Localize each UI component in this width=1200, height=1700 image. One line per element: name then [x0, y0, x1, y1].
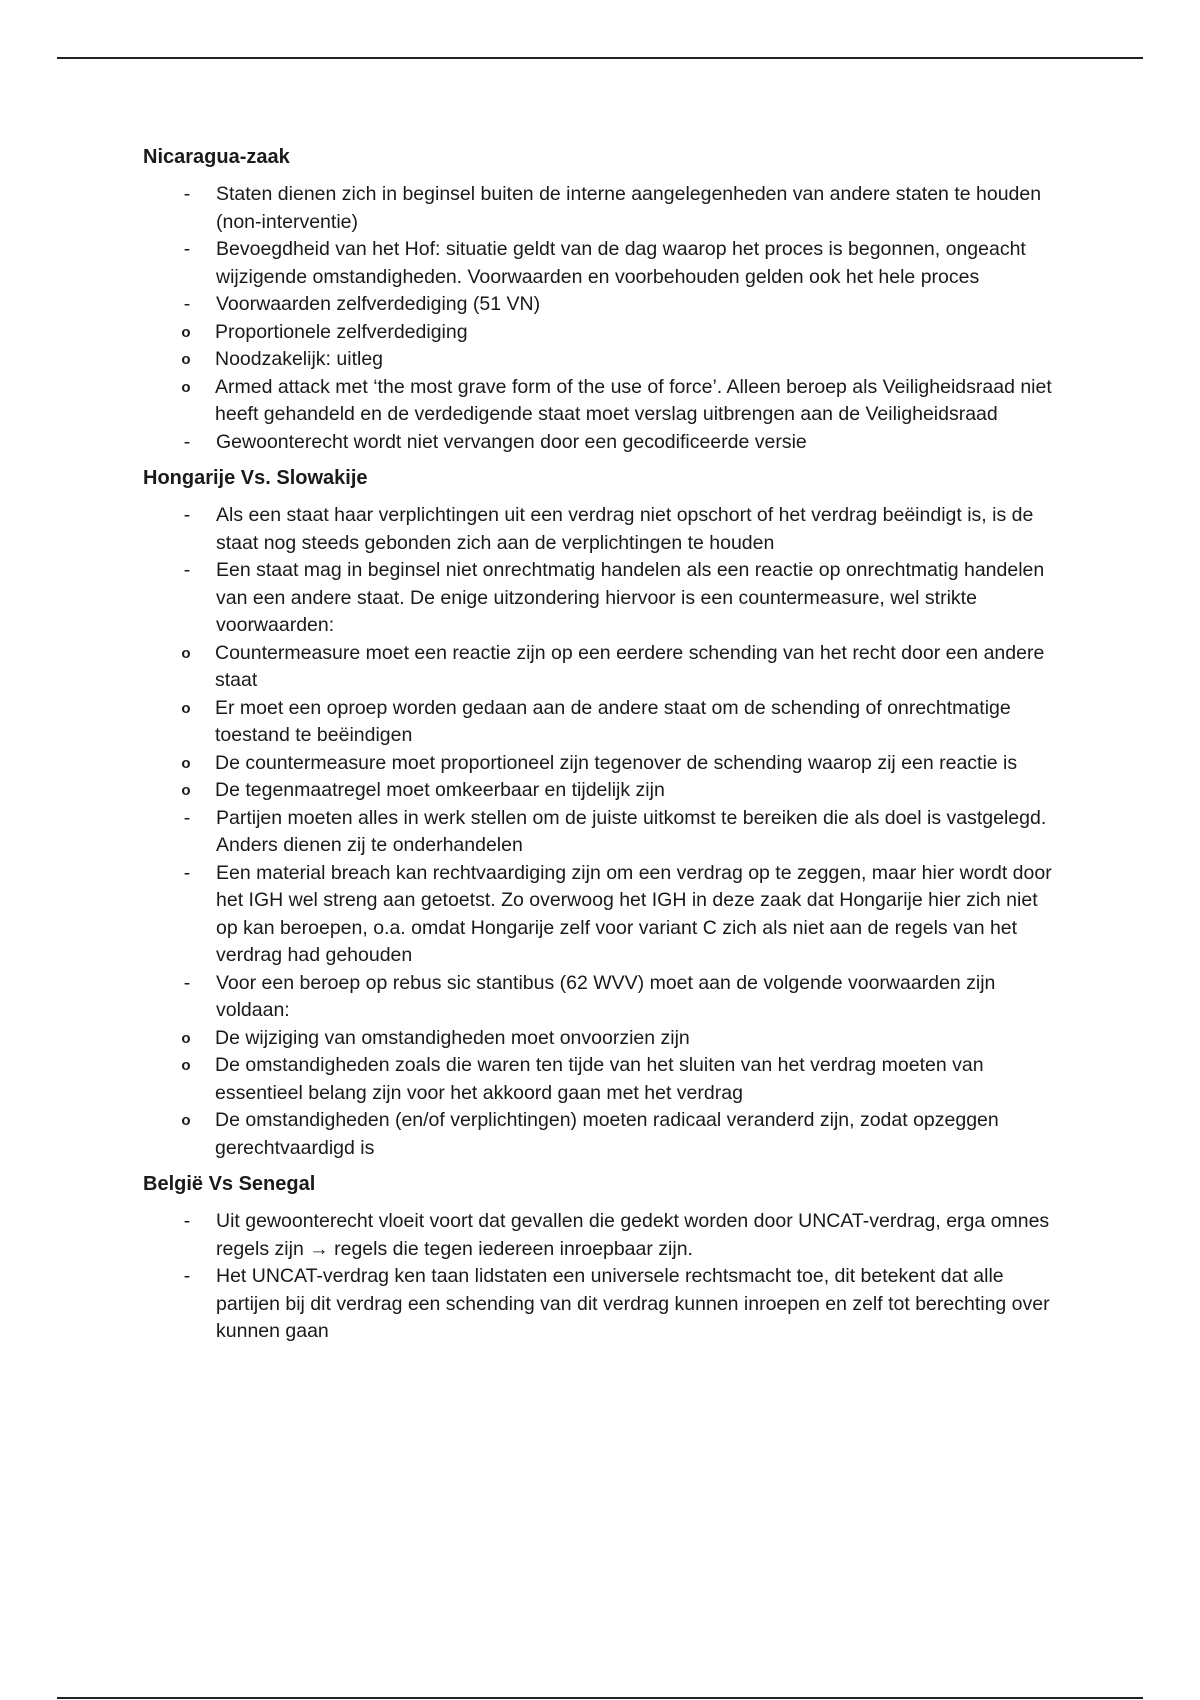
- sub-list-item: [142, 777, 1063, 805]
- dash-bullet-icon: -: [183, 1210, 191, 1232]
- list-item: [143, 805, 1063, 860]
- sub-bullet-list: [143, 1025, 1063, 1163]
- section: [143, 464, 1063, 1162]
- sub-list-item-text: Countermeasure moet een reactie zijn op een eerdere schending van het recht door een andere staat: [215, 641, 1045, 691]
- section-title: Hongarije Vs. Slowakije: [143, 467, 368, 489]
- dash-bullet-icon: -: [183, 183, 191, 205]
- dash-bullet-icon: -: [183, 293, 191, 315]
- circle-bullet-icon: o: [181, 644, 191, 662]
- dash-bullet-icon: -: [183, 430, 191, 453]
- list-item-text: Een staat mag in beginsel niet onrechtmatig handelen als een reactie op onrechtmatig handelen van een andere staat. De enige uitzondering hiervoor is een countermeasure, wel strikte voorwaarden:: [216, 559, 1045, 636]
- circle-bullet-icon: o: [181, 754, 191, 772]
- bottom-rule: [57, 1697, 1143, 1699]
- section-title: Nicaragua-zaak: [143, 146, 290, 168]
- list-item-text: Voorwaarden zelfverdediging (51 VN): [216, 293, 541, 315]
- sub-list-item: [142, 1052, 1063, 1107]
- sub-list-item-text: De tegenmaatregel moet omkeerbaar en tijdelijk zijn: [215, 779, 665, 801]
- sub-list-item: [142, 346, 1063, 374]
- sub-list-item-text: De countermeasure moet proportioneel zijn tegenover de schending waarop zij een reactie is: [215, 751, 1018, 774]
- section: [143, 143, 1063, 456]
- dash-bullet-icon: -: [183, 559, 191, 581]
- bullet-list: [143, 1208, 1063, 1346]
- list-item-text: Het UNCAT-verdrag ken taan lidstaten een universele rechtsmacht toe, dit betekent dat alle partijen bij dit verdrag een schending van dit verdrag kunnen inroepen en zelf tot berechting over kunnen gaan: [216, 1265, 1050, 1342]
- sub-list-item-text: Proportionele zelfverdediging: [215, 320, 468, 343]
- document-body: [143, 143, 1063, 1354]
- sub-list-item-text: Noodzakelijk: uitleg: [215, 348, 384, 370]
- list-item-text: Als een staat haar verplichtingen uit een verdrag niet opschort of het verdrag beëindigt is, is de staat nog steeds gebonden zich aan de verplichtingen te houden: [216, 504, 1034, 554]
- list-item-text: Voor een beroep op rebus sic stantibus (62 WVV) moet aan de volgende voorwaarden zijn voldaan:: [216, 971, 996, 1021]
- sub-list-item-text: De omstandigheden (en/of verplichtingen) moeten radicaal veranderd zijn, zodat opzeggen gerechtvaardigd is: [215, 1109, 999, 1159]
- list-item-text: Een material breach kan rechtvaardiging zijn om een verdrag op te zeggen, maar hier wordt door het IGH wel streng aan getoetst. Zo overwoog het IGH in deze zaak dat Hongarije hier zich niet op kan beroepen, o.a. omdat Hongarije zelf voor variant C zich als niet aan de regels van het verdrag had gehouden: [216, 861, 1052, 966]
- list-item: [143, 860, 1063, 970]
- dash-bullet-icon: -: [183, 861, 191, 884]
- list-item: [143, 502, 1063, 557]
- sub-list-item: [142, 374, 1063, 429]
- sub-list-item: [142, 695, 1063, 750]
- circle-bullet-icon: o: [181, 1112, 191, 1129]
- list-item: [143, 557, 1063, 805]
- dash-bullet-icon: -: [183, 971, 191, 994]
- bullet-list: [143, 181, 1063, 456]
- circle-bullet-icon: o: [181, 351, 191, 368]
- list-item: [143, 1208, 1063, 1263]
- top-rule: [57, 57, 1143, 59]
- dash-bullet-icon: -: [183, 238, 191, 260]
- section-title: België Vs Senegal: [143, 1173, 316, 1195]
- list-item: [143, 236, 1063, 291]
- sub-list-item: [142, 319, 1063, 347]
- circle-bullet-icon: o: [181, 378, 191, 396]
- circle-bullet-icon: o: [181, 323, 191, 341]
- sub-list-item: [142, 750, 1063, 778]
- sub-list-item: [142, 1107, 1063, 1162]
- list-item-text: Uit gewoonterecht vloeit voort dat gevallen die gedekt worden door UNCAT-verdrag, erga omnes regels zijn → regels die tegen iedereen inroepbaar zijn.: [216, 1210, 1050, 1260]
- list-item-text: Bevoegdheid van het Hof: situatie geldt van de dag waarop het proces is begonnen, ongeacht wijzigende omstandigheden. Voorwaarden en voorbehouden gelden ook het hele proces: [216, 238, 1026, 288]
- circle-bullet-icon: o: [181, 1057, 191, 1074]
- dash-bullet-icon: -: [183, 806, 191, 829]
- list-item-text: Staten dienen zich in beginsel buiten de interne aangelegenheden van andere staten te houden (non-interventie): [216, 183, 1042, 233]
- list-item: [143, 181, 1063, 236]
- list-item-text: Partijen moeten alles in werk stellen om de juiste uitkomst te bereiken die als doel is vastgelegd. Anders dienen zij te onderhandelen: [216, 806, 1047, 856]
- sub-list-item-text: De omstandigheden zoals die waren ten tijde van het sluiten van het verdrag moeten van essentieel belang zijn voor het akkoord gaan met het verdrag: [215, 1054, 984, 1104]
- list-item: [143, 291, 1063, 429]
- circle-bullet-icon: o: [181, 782, 191, 799]
- bullet-list: [143, 502, 1063, 1162]
- list-item: [143, 1263, 1063, 1346]
- sub-list-item-text: Er moet een oproep worden gedaan aan de andere staat om de schending of onrechtmatige toestand te beëindigen: [215, 696, 1011, 746]
- dash-bullet-icon: -: [183, 504, 191, 526]
- circle-bullet-icon: o: [181, 1029, 191, 1047]
- sub-list-item-text: De wijziging van omstandigheden moet onvoorzien zijn: [215, 1026, 690, 1049]
- section: [143, 1170, 1063, 1346]
- dash-bullet-icon: -: [183, 1265, 191, 1287]
- sub-list-item: [142, 1025, 1063, 1053]
- list-item: [143, 970, 1063, 1163]
- sub-list-item-text: Armed attack met ‘the most grave form of the use of force’. Alleen beroep als Veiligheidsraad niet heeft gehandeld en de verdedigende staat moet verslag uitbrengen aan de Veiligheidsraad: [215, 375, 1052, 425]
- list-item-text: Gewoonterecht wordt niet vervangen door een gecodificeerde versie: [216, 430, 807, 453]
- list-item: [143, 429, 1063, 457]
- sub-list-item: [142, 640, 1063, 695]
- circle-bullet-icon: o: [181, 699, 191, 717]
- sub-bullet-list: [143, 319, 1063, 429]
- sub-bullet-list: [143, 640, 1063, 805]
